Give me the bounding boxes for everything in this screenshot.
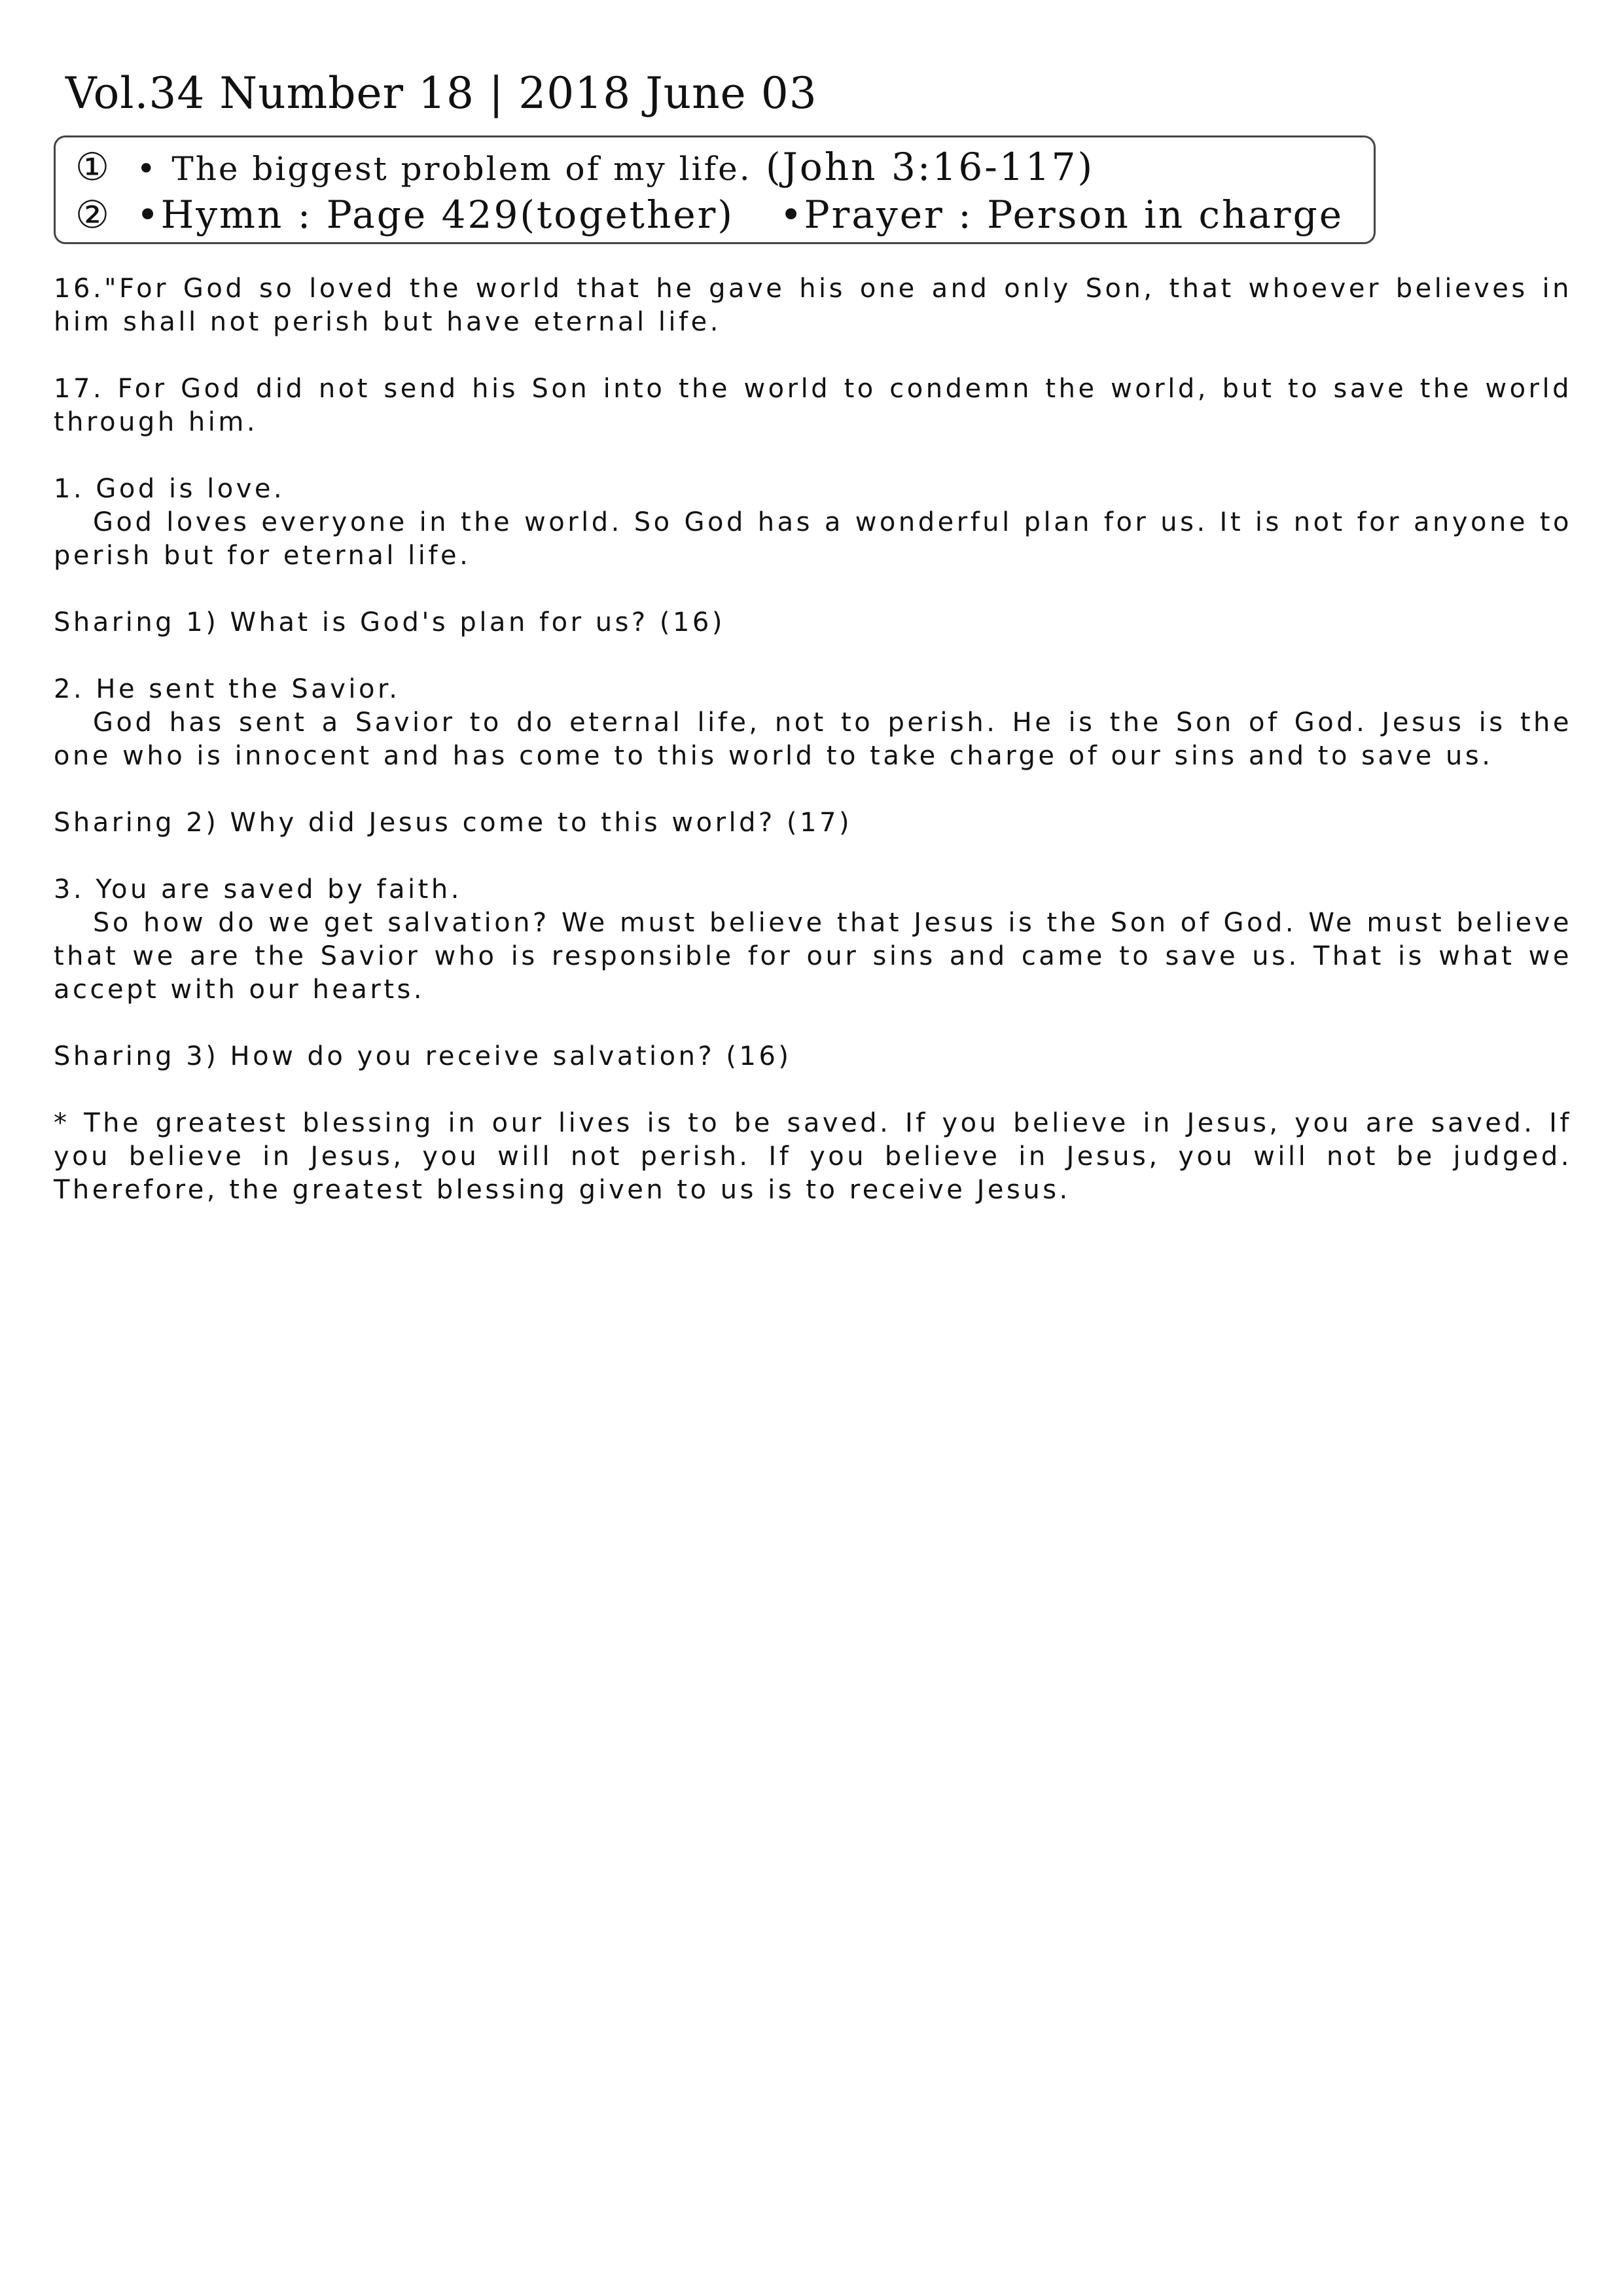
point-body: So how do we get salvation? We must believe that Jesus is the Son of God. We must believe that we are the Savior who is responsible for our sins and came to save us. That is what we accept with our hearts.: [54, 908, 1572, 1005]
scripture-reference: (John 3:16-117): [766, 145, 1095, 189]
verse-16: 16."For God so loved the world that he gave his one and only Son, that whoever believes in him shall not perish but have eternal life.: [54, 274, 1572, 337]
conclusion: * The greatest blessing in our lives is to be saved. If you believe in Jesus, you are saved. If you believe in Jesus, you will not perish. If you believe in Jesus, you will not be judged. Therefore, the greatest blessing given to us is to receive Jesus.: [54, 1108, 1572, 1205]
point-body: God has sent a Savior to do eternal life, not to perish. He is the Son of God. Jesus is the one who is innocent and has come to this world to take charge of our sins and to save us.: [54, 708, 1572, 771]
sermon-info-box: [54, 135, 1376, 244]
sharing-question: Sharing 1) What is God's plan for us? (16): [54, 607, 725, 637]
sharing-question: Sharing 2) Why did Jesus come to this world? (17): [54, 808, 853, 838]
point-heading: 3. You are saved by faith.: [54, 874, 462, 905]
bulletin-header-title: Vol.34 Number 18 | 2018 June 03: [65, 68, 817, 118]
circled-number-two: ②: [75, 192, 111, 237]
point-heading: 1. God is love.: [54, 474, 285, 504]
sermon-content: [54, 272, 1572, 1207]
verse-17: 17. For God did not send his Son into the world to condemn the world, but to save the world through him.: [54, 374, 1572, 437]
point-2: [54, 673, 1572, 773]
sharing-question: Sharing 3) How do you receive salvation? (16): [54, 1041, 792, 1071]
point-heading: 2. He sent the Savior.: [54, 674, 401, 704]
circled-number-one: ①: [75, 145, 111, 189]
hymn-info: •Hymn : Page 429(together): [136, 192, 734, 237]
sermon-title: The biggest problem of my life.: [171, 150, 752, 188]
bullet: •: [136, 150, 158, 188]
point-3: [54, 873, 1572, 1007]
point-1: [54, 473, 1572, 573]
hymn-prayer-line: [75, 192, 1374, 238]
point-body: God loves everyone in the world. So God has a wonderful plan for us. It is not for anyone to perish but for eternal life.: [54, 507, 1572, 571]
prayer-info: •Prayer : Person in charge: [779, 192, 1344, 237]
sermon-title-line: [75, 144, 1374, 192]
